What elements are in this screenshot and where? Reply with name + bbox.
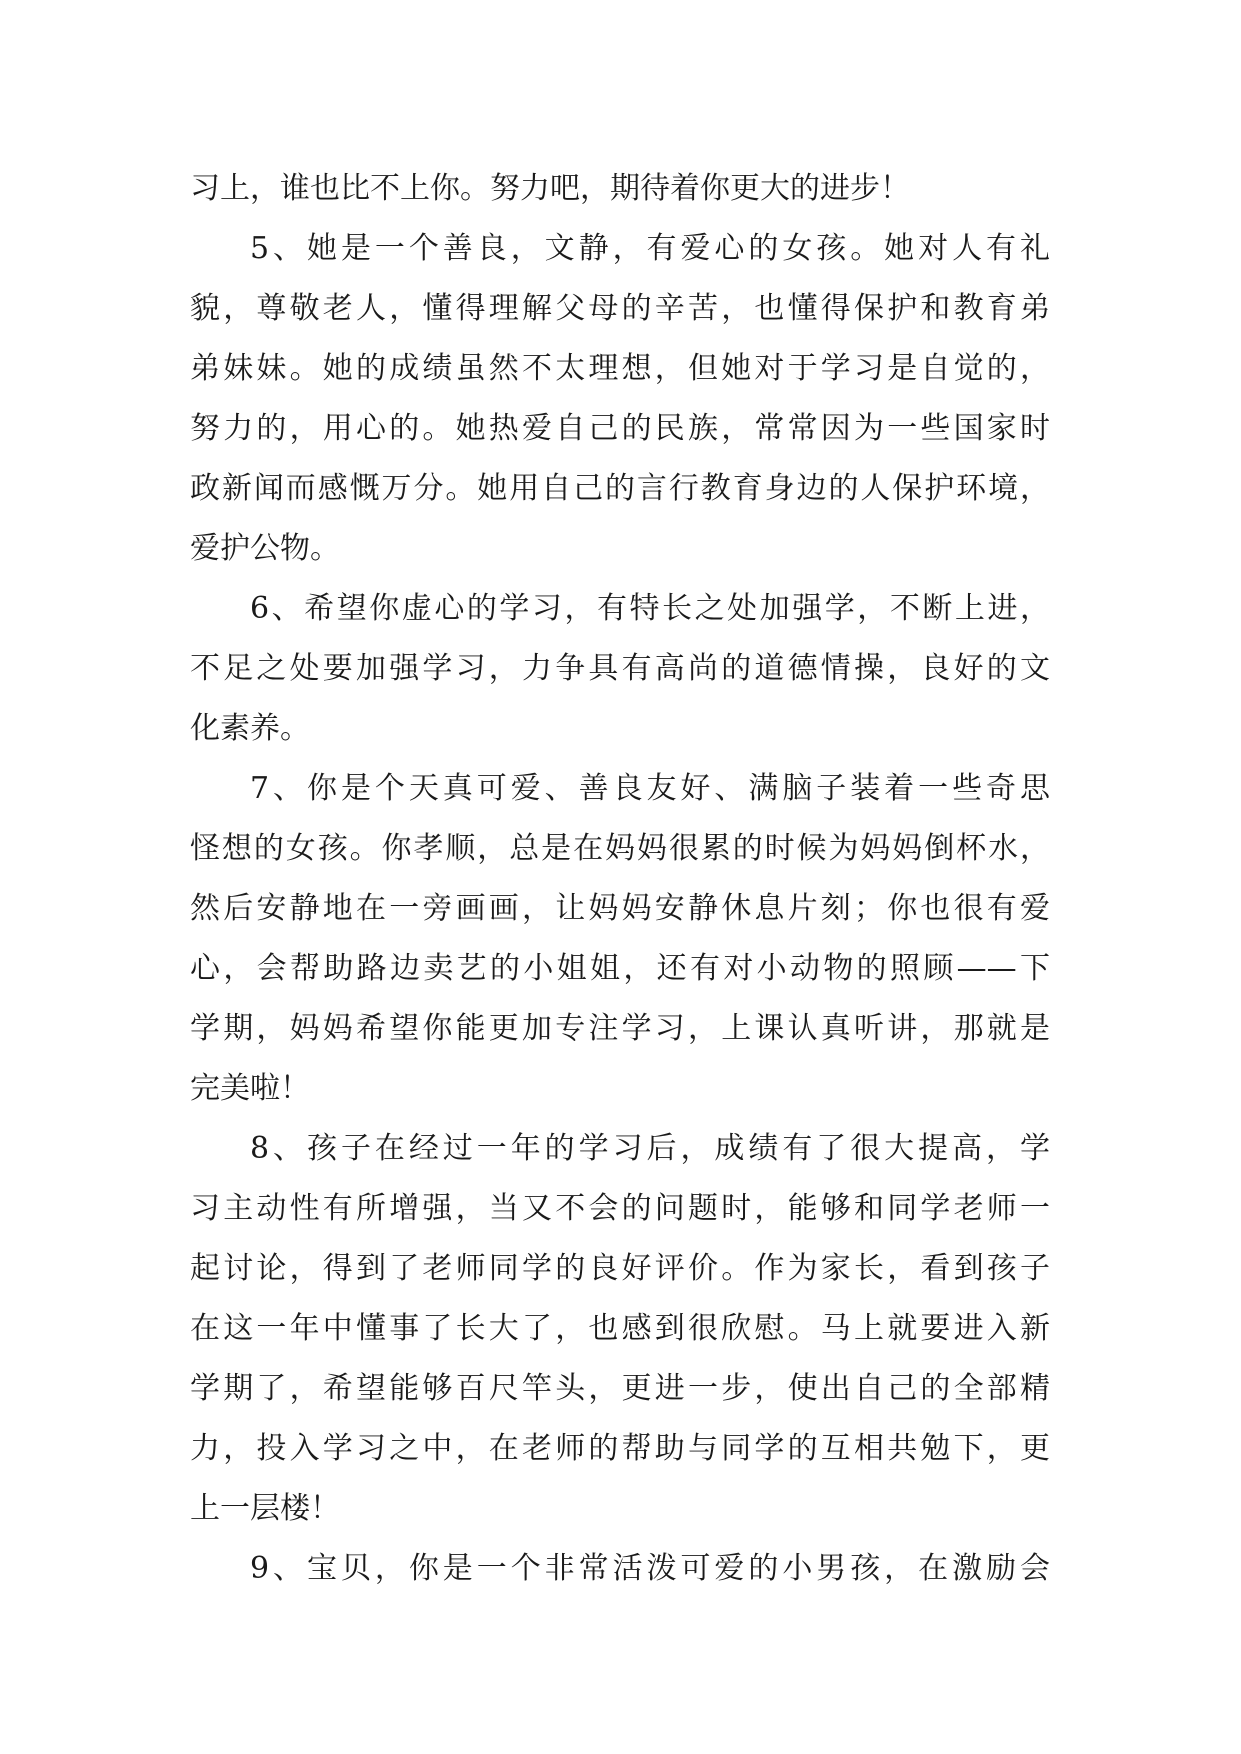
document-body — [190, 159, 1050, 1599]
text-line: 在这一年中懂事了长大了，也感到很欣慰。马上就要进入新 — [190, 1311, 1050, 1346]
text-line: 政新闻而感慨万分。她用自己的言行教育身边的人保护环境， — [190, 471, 1050, 506]
text-line: 化素养。 — [190, 711, 310, 746]
text-line: 努力的，用心的。她热爱自己的民族，常常因为一些国家时 — [190, 411, 1050, 446]
text-line: 习上，谁也比不上你。努力吧，期待着你更大的进步！ — [190, 171, 910, 206]
paragraph-7 — [190, 759, 1050, 1119]
text-line: 习主动性有所增强，当又不会的问题时，能够和同学老师一 — [190, 1191, 1050, 1226]
text-line: 貌，尊敬老人，懂得理解父母的辛苦，也懂得保护和教育弟 — [190, 291, 1050, 326]
text-line: 怪想的女孩。你孝顺，总是在妈妈很累的时候为妈妈倒杯水， — [190, 831, 1050, 866]
text-line: 9、宝贝，你是一个非常活泼可爱的小男孩，在激励会 — [250, 1551, 1050, 1586]
text-line: 心，会帮助路边卖艺的小姐姐，还有对小动物的照顾——下 — [190, 951, 1050, 986]
text-line: 学期了，希望能够百尺竿头，更进一步，使出自己的全部精 — [190, 1371, 1050, 1406]
text-line: 学期，妈妈希望你能更加专注学习，上课认真听讲，那就是 — [190, 1011, 1050, 1046]
paragraph-5 — [190, 219, 1050, 579]
text-line: 弟妹妹。她的成绩虽然不太理想，但她对于学习是自觉的， — [190, 351, 1050, 386]
text-line: 完美啦！ — [190, 1071, 310, 1106]
text-line: 5、她是一个善良，文静，有爱心的女孩。她对人有礼 — [250, 231, 1050, 266]
text-line: 力，投入学习之中，在老师的帮助与同学的互相共勉下，更 — [190, 1431, 1050, 1466]
text-line: 起讨论，得到了老师同学的良好评价。作为家长，看到孩子 — [190, 1251, 1050, 1286]
paragraph-4-continuation — [190, 159, 1050, 219]
paragraph-8 — [190, 1119, 1050, 1539]
text-line: 6、希望你虚心的学习，有特长之处加强学，不断上进， — [250, 591, 1050, 626]
paragraph-6 — [190, 579, 1050, 759]
text-line: 爱护公物。 — [190, 531, 340, 566]
text-line: 8、孩子在经过一年的学习后，成绩有了很大提高，学 — [250, 1131, 1050, 1166]
text-line: 然后安静地在一旁画画，让妈妈安静休息片刻；你也很有爱 — [190, 891, 1050, 926]
text-line: 7、你是个天真可爱、善良友好、满脑子装着一些奇思 — [250, 771, 1050, 806]
text-line: 上一层楼！ — [190, 1491, 340, 1526]
text-line: 不足之处要加强学习，力争具有高尚的道德情操，良好的文 — [190, 651, 1050, 686]
paragraph-9 — [190, 1539, 1050, 1599]
